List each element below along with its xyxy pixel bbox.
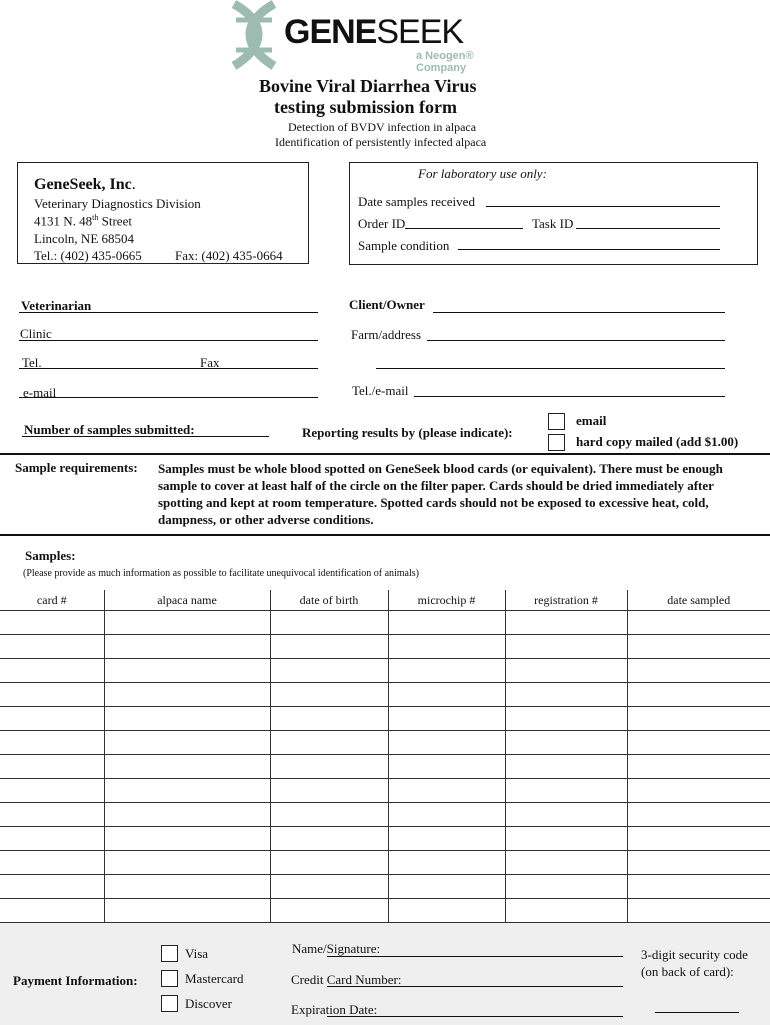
registration-cell[interactable] (505, 611, 627, 635)
payment-label: Payment Information: (13, 973, 138, 988)
registration-cell[interactable] (505, 827, 627, 851)
company-name-text: GeneSeek, Inc (34, 176, 132, 193)
dob-cell[interactable] (270, 659, 388, 683)
company-fax: Fax: (402) 435-0664 (175, 248, 283, 263)
card-cell[interactable] (0, 683, 104, 707)
registration-cell[interactable] (505, 683, 627, 707)
vet-tel-fax-field[interactable] (19, 368, 318, 369)
table-row (0, 635, 770, 659)
alpaca-name-cell[interactable] (104, 611, 270, 635)
alpaca-name-cell[interactable] (104, 635, 270, 659)
company-logo (226, 0, 526, 72)
registration-cell[interactable] (505, 779, 627, 803)
card-cell[interactable] (0, 875, 104, 899)
alpaca-name-cell[interactable] (104, 707, 270, 731)
mastercard-checkbox[interactable] (161, 970, 178, 987)
logo-wordmark (284, 12, 463, 52)
task-id-field[interactable] (576, 228, 720, 229)
date-sampled-cell[interactable] (627, 803, 770, 827)
form-subtitle-2: Identification of persistently infected alpaca (275, 135, 487, 149)
requirements-bottom-rule (0, 534, 770, 536)
dob-cell[interactable] (270, 755, 388, 779)
registration-cell[interactable] (505, 803, 627, 827)
microchip-cell[interactable] (388, 851, 505, 875)
registration-cell[interactable] (505, 899, 627, 923)
security-code-field[interactable] (655, 1012, 739, 1013)
street (34, 213, 132, 229)
col-date-sampled: date sampled (627, 590, 770, 611)
street-sup: th (92, 213, 99, 222)
task-id-label: Task ID (532, 216, 574, 231)
date-sampled-cell[interactable] (627, 635, 770, 659)
client-tel-email-label: Tel./e-mail (352, 383, 409, 398)
dob-cell[interactable] (270, 803, 388, 827)
payment-section (0, 922, 770, 1025)
expiration-field[interactable] (327, 1016, 623, 1017)
date-received-label: Date samples received (358, 194, 475, 209)
alpaca-name-cell[interactable] (104, 779, 270, 803)
dob-cell[interactable] (270, 851, 388, 875)
vet-fax-label: Fax (200, 355, 220, 370)
alpaca-name-cell[interactable] (104, 731, 270, 755)
microchip-cell[interactable] (388, 875, 505, 899)
date-sampled-cell[interactable] (627, 611, 770, 635)
registration-cell[interactable] (505, 755, 627, 779)
vet-email-label: e-mail (23, 385, 57, 400)
card-cell[interactable] (0, 851, 104, 875)
table-row (0, 827, 770, 851)
samples-table (0, 590, 770, 923)
card-cell[interactable] (0, 659, 104, 683)
col-card: card # (0, 590, 104, 611)
card-cell[interactable] (0, 731, 104, 755)
date-sampled-cell[interactable] (627, 851, 770, 875)
card-cell[interactable] (0, 635, 104, 659)
num-samples-label: Number of samples submitted: (24, 422, 195, 437)
card-cell[interactable] (0, 755, 104, 779)
street-pre: 4131 N. 48 (34, 213, 93, 229)
alpaca-name-cell[interactable] (104, 659, 270, 683)
microchip-cell[interactable] (388, 827, 505, 851)
registration-cell[interactable] (505, 731, 627, 755)
vet-email-field[interactable] (19, 397, 318, 398)
microchip-cell[interactable] (388, 803, 505, 827)
microchip-cell[interactable] (388, 707, 505, 731)
date-sampled-cell[interactable] (627, 875, 770, 899)
client-owner-field[interactable] (433, 312, 725, 313)
company-name-suffix: . (131, 176, 136, 193)
col-alpaca-name: alpaca name (104, 590, 270, 611)
alpaca-name-cell[interactable] (104, 827, 270, 851)
vet-tel-label: Tel. (22, 355, 42, 370)
dob-cell[interactable] (270, 635, 388, 659)
clinic-field[interactable] (19, 340, 318, 341)
farm-address-label: Farm/address (351, 327, 422, 342)
samples-note: (Please provide as much information as possible to facilitate unequivocal identification of animals) (23, 568, 419, 579)
date-sampled-cell[interactable] (627, 779, 770, 803)
date-sampled-cell[interactable] (627, 755, 770, 779)
date-sampled-cell[interactable] (627, 731, 770, 755)
alpaca-name-cell[interactable] (104, 803, 270, 827)
form-title-line2: testing submission form (274, 97, 458, 117)
card-cell[interactable] (0, 707, 104, 731)
microchip-cell[interactable] (388, 611, 505, 635)
form-title-line1: Bovine Viral Diarrhea Virus (259, 76, 477, 96)
table-row (0, 875, 770, 899)
dob-cell[interactable] (270, 731, 388, 755)
card-number-field[interactable] (327, 986, 623, 987)
card-number-label: Credit Card Number: (291, 972, 402, 987)
samples-header-row (0, 590, 770, 611)
table-row (0, 755, 770, 779)
form-subtitle-1: Detection of BVDV infection in alpaca (288, 120, 477, 134)
col-dob: date of birth (270, 590, 388, 611)
card-cell[interactable] (0, 899, 104, 923)
expiration-label: Expiration Date: (291, 1002, 378, 1017)
date-sampled-cell[interactable] (627, 683, 770, 707)
dob-cell[interactable] (270, 611, 388, 635)
table-row (0, 779, 770, 803)
mastercard-label: Mastercard (185, 971, 244, 986)
microchip-cell[interactable] (388, 635, 505, 659)
microchip-cell[interactable] (388, 899, 505, 923)
samples-heading: Samples: (25, 548, 76, 563)
sample-condition-label: Sample condition (358, 238, 450, 253)
dob-cell[interactable] (270, 827, 388, 851)
hard-copy-option-label: hard copy mailed (add $1.00) (576, 434, 739, 449)
company-tel: Tel.: (402) 435-0665 (34, 248, 142, 263)
alpaca-name-cell[interactable] (104, 875, 270, 899)
dob-cell[interactable] (270, 875, 388, 899)
logo-gene: GENE (284, 13, 377, 51)
lab-heading: For laboratory use only: (418, 166, 547, 181)
alpaca-name-cell[interactable] (104, 683, 270, 707)
veterinarian-field[interactable] (19, 312, 318, 313)
dob-cell[interactable] (270, 779, 388, 803)
card-cell[interactable] (0, 779, 104, 803)
clinic-label: Clinic (20, 326, 52, 341)
email-option-label: email (576, 413, 607, 428)
reporting-label: Reporting results by (please indicate): (302, 425, 513, 440)
order-id-field[interactable] (405, 228, 523, 229)
security-code-label-1: 3-digit security code (641, 947, 748, 962)
table-row (0, 803, 770, 827)
card-cell[interactable] (0, 803, 104, 827)
farm-address-field-2[interactable] (376, 368, 725, 369)
registration-cell[interactable] (505, 875, 627, 899)
table-row (0, 683, 770, 707)
col-microchip: microchip # (388, 590, 505, 611)
microchip-cell[interactable] (388, 755, 505, 779)
requirements-label: Sample requirements: (15, 460, 138, 475)
order-id-label: Order ID (358, 216, 406, 231)
security-code-label-2: (on back of card): (641, 964, 734, 979)
discover-checkbox[interactable] (161, 995, 178, 1012)
card-cell[interactable] (0, 611, 104, 635)
veterinarian-label: Veterinarian (21, 298, 92, 313)
alpaca-name-cell[interactable] (104, 899, 270, 923)
dob-cell[interactable] (270, 899, 388, 923)
visa-checkbox[interactable] (161, 945, 178, 962)
city: Lincoln, NE 68504 (34, 231, 135, 246)
email-checkbox[interactable] (548, 413, 565, 430)
microchip-cell[interactable] (388, 731, 505, 755)
dob-cell[interactable] (270, 707, 388, 731)
client-tel-email-field[interactable] (414, 396, 725, 397)
microchip-cell[interactable] (388, 683, 505, 707)
table-row (0, 659, 770, 683)
logo-tagline: a Neogen® Company (416, 50, 474, 74)
requirements-top-rule (0, 453, 770, 455)
table-row (0, 707, 770, 731)
alpaca-name-cell[interactable] (104, 755, 270, 779)
farm-address-field[interactable] (427, 340, 725, 341)
num-samples-field[interactable] (22, 436, 269, 437)
alpaca-name-cell[interactable] (104, 851, 270, 875)
registration-cell[interactable] (505, 635, 627, 659)
discover-label: Discover (185, 996, 232, 1011)
visa-label: Visa (185, 946, 209, 961)
name-signature-field[interactable] (327, 956, 623, 957)
division: Veterinary Diagnostics Division (34, 196, 201, 211)
registration-cell[interactable] (505, 851, 627, 875)
hard-copy-checkbox[interactable] (548, 434, 565, 451)
company-name (34, 176, 136, 194)
date-sampled-cell[interactable] (627, 899, 770, 923)
dob-cell[interactable] (270, 683, 388, 707)
registration-cell[interactable] (505, 659, 627, 683)
date-sampled-cell[interactable] (627, 659, 770, 683)
microchip-cell[interactable] (388, 659, 505, 683)
table-row (0, 611, 770, 635)
logo-seek: SEEK (376, 13, 464, 51)
street-post: Street (98, 213, 132, 229)
requirements-text: Samples must be whole blood spotted on GeneSeek blood cards (or equivalent). There must be enough sample to cover at least half of the circle on the filter paper. Cards should be dried immediately after spotting and kept at room temperature. Spotted cards should not be exposed to excessive heat, cold, dampness, or other adverse conditions. (158, 461, 723, 527)
name-signature-label: Name/Signature: (292, 941, 381, 956)
table-row (0, 899, 770, 923)
sample-condition-field[interactable] (458, 249, 720, 250)
microchip-cell[interactable] (388, 779, 505, 803)
date-received-field[interactable] (486, 206, 720, 207)
col-registration: registration # (505, 590, 627, 611)
date-sampled-cell[interactable] (627, 707, 770, 731)
card-cell[interactable] (0, 827, 104, 851)
client-owner-label: Client/Owner (349, 297, 425, 312)
date-sampled-cell[interactable] (627, 827, 770, 851)
registration-cell[interactable] (505, 707, 627, 731)
table-row (0, 731, 770, 755)
table-row (0, 851, 770, 875)
